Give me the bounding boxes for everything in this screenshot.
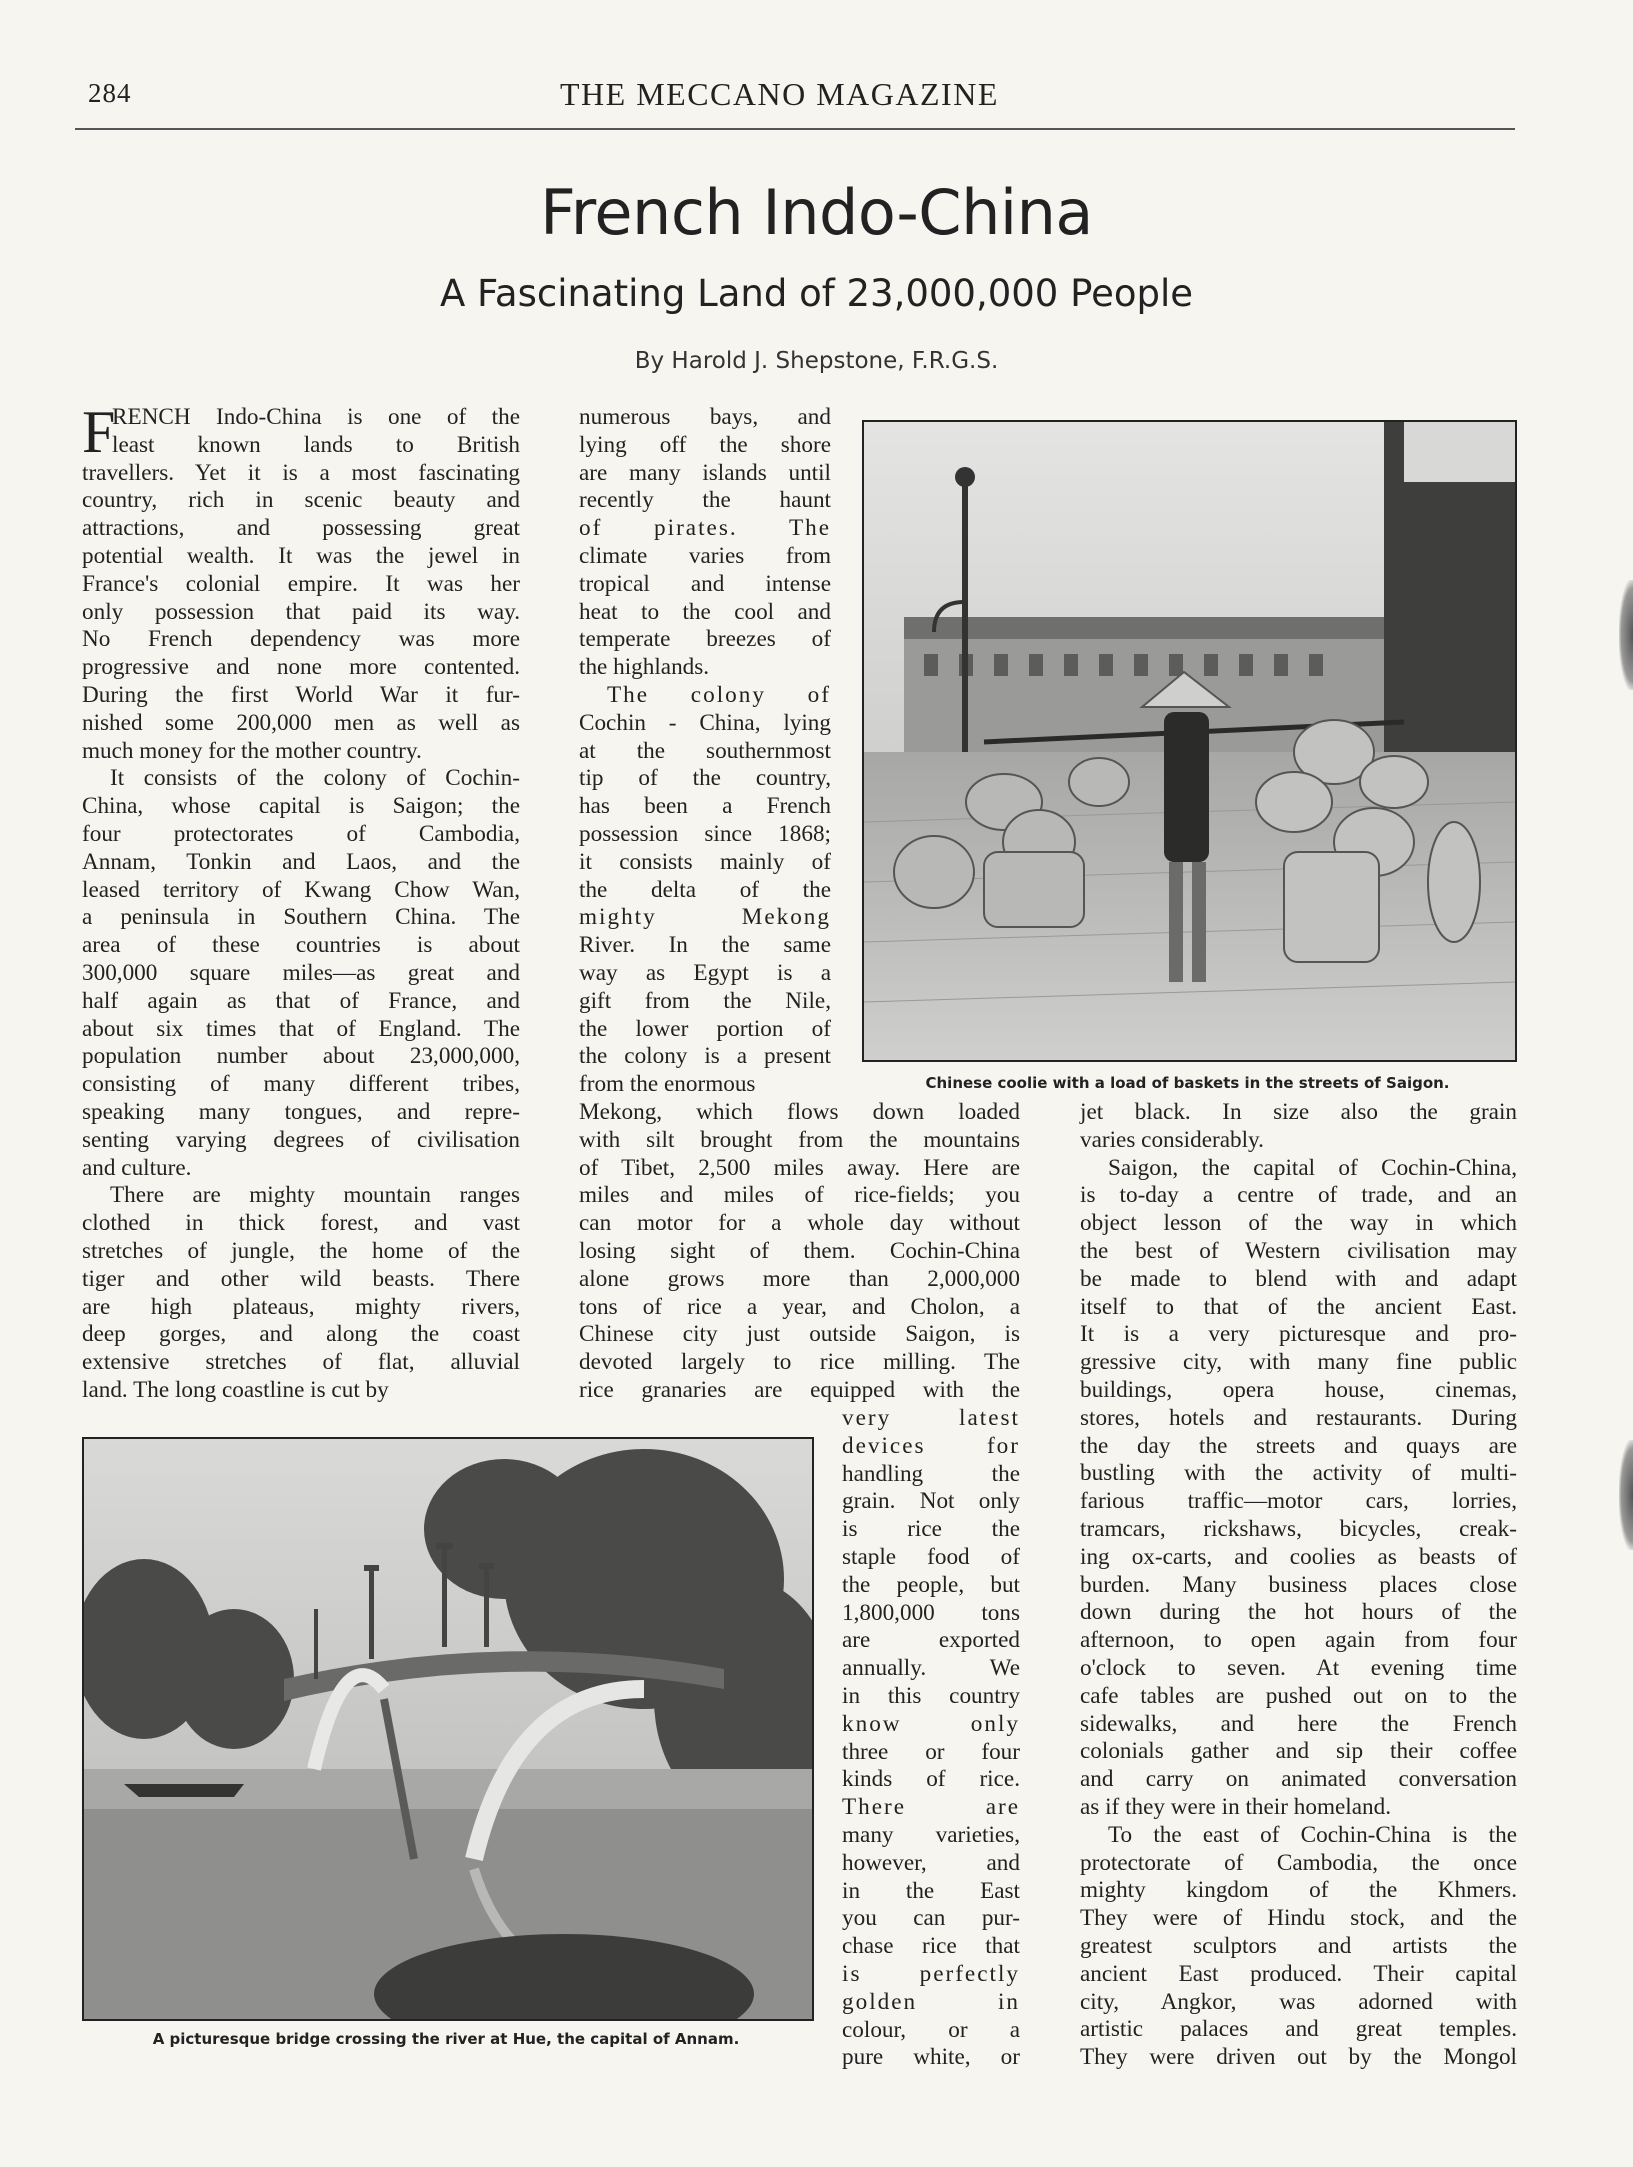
text-line: senting varying degrees of civilisation [82, 1126, 520, 1153]
text-line: mighty Mekong [579, 904, 831, 931]
text-line: tiger and other wild beasts. There [82, 1265, 520, 1292]
caption-photo-bridge: A picturesque bridge crossing the river at Hue, the capital of Annam. [152, 2030, 740, 2048]
text-line: nished some 200,000 men as well as [82, 709, 520, 736]
text-line: are many islands until [579, 459, 831, 486]
photo-coolie-with-baskets [862, 420, 1517, 1062]
text-line: possession since 1868; [579, 820, 831, 847]
text-line: alone grows more than 2,000,000 [579, 1265, 1020, 1292]
text-line: devoted largely to rice milling. The [579, 1349, 1020, 1376]
text-line: rice granaries are equipped with the [579, 1376, 1020, 1403]
text-line: They were driven out by the Mongol [1080, 2044, 1517, 2071]
text-line: you can pur- [842, 1905, 1020, 1932]
text-line: however, and [842, 1849, 1020, 1876]
text-line: only possession that paid its way. [82, 598, 520, 625]
binding-mark-top [1619, 580, 1633, 690]
binding-mark-bottom [1619, 1440, 1633, 1550]
text-line: River. In the same [579, 932, 831, 959]
text-line: 300,000 square miles—as great and [82, 959, 520, 986]
text-line: with silt brought from the mountains [579, 1126, 1020, 1153]
text-line: colour, or a [842, 2016, 1020, 2043]
text-line: afternoon, to open again from four [1080, 1627, 1517, 1654]
text-line: travellers. Yet it is a most fascinating [82, 459, 520, 486]
text-line: at the southernmost [579, 737, 831, 764]
text-line: clothed in thick forest, and vast [82, 1210, 520, 1237]
text-line: gift from the Nile, [579, 987, 831, 1014]
text-line: are exported [842, 1627, 1020, 1654]
text-line: temperate breezes of [579, 626, 831, 653]
text-line: grain. Not only [842, 1488, 1020, 1515]
text-line: recently the haunt [579, 487, 831, 514]
text-line: staple food of [842, 1543, 1020, 1570]
text-line: city, Angkor, was adorned with [1080, 1988, 1517, 2015]
text-line: the best of Western civilisation may [1080, 1237, 1517, 1264]
text-line: attractions, and possessing great [82, 515, 520, 542]
text-line: speaking many tongues, and repre- [82, 1098, 520, 1125]
text-line: country, rich in scenic beauty and [82, 487, 520, 514]
text-line: itself to that of the ancient East. [1080, 1293, 1517, 1320]
column-1 [82, 399, 520, 1405]
text-line: tip of the country, [579, 765, 831, 792]
text-line: progressive and none more contented. [82, 654, 520, 681]
article-subtitle: A Fascinating Land of 23,000,000 People [439, 272, 1194, 315]
text-line: It is a very picturesque and pro- [1080, 1321, 1517, 1348]
text-line: chase rice that [842, 1933, 1020, 1960]
text-line: as if they were in their homeland. [1080, 1793, 1391, 1820]
text-line: The colony of [607, 681, 831, 708]
column-3 [1080, 1099, 1517, 2072]
header-rule [75, 128, 1515, 130]
text-line: half again as that of France, and [82, 987, 520, 1014]
text-line: the highlands. [579, 654, 710, 681]
text-line: stores, hotels and restaurants. During [1080, 1404, 1517, 1431]
text-line: kinds of rice. [842, 1766, 1020, 1793]
text-line: of pirates. The [579, 515, 831, 542]
text-line: climate varies from [579, 542, 831, 569]
text-line: devices for [842, 1432, 1020, 1459]
article-title: French Indo-China [540, 176, 1093, 249]
text-line: ing ox-carts, and coolies as beasts of [1080, 1543, 1517, 1570]
text-line: jet black. In size also the grain [1080, 1099, 1517, 1125]
text-line: be made to blend with and adapt [1080, 1265, 1517, 1292]
text-line: the people, but [842, 1571, 1020, 1598]
text-line: protectorate of Cambodia, the once [1080, 1849, 1517, 1876]
text-line: has been a French [579, 793, 831, 820]
column-2-top [579, 404, 831, 1099]
text-line: the day the streets and quays are [1080, 1432, 1517, 1459]
text-line: tons of rice a year, and Cholon, a [579, 1293, 1020, 1320]
caption-photo-coolie: Chinese coolie with a load of baskets in the streets of Saigon. [925, 1074, 1450, 1092]
photo-bridge-at-hue [82, 1437, 814, 2021]
text-line: about six times that of England. The [82, 1015, 520, 1042]
text-line: lying off the shore [579, 431, 831, 458]
text-line: handling the [842, 1460, 1020, 1487]
text-line: a peninsula in Southern China. The [82, 904, 520, 931]
text-line: land. The long coastline is cut by [82, 1376, 389, 1403]
text-line: Mekong, which flows down loaded [579, 1099, 1020, 1125]
text-line: No French dependency was more [82, 626, 520, 653]
text-line: and culture. [82, 1154, 192, 1181]
text-line: from the enormous [579, 1071, 756, 1098]
text-line: sidewalks, and here the French [1080, 1710, 1517, 1737]
text-line: varies considerably. [1080, 1126, 1264, 1153]
text-line: burden. Many business places close [1080, 1571, 1517, 1598]
text-line: in this country [842, 1682, 1020, 1709]
text-line: buildings, opera house, cinemas, [1080, 1376, 1517, 1403]
text-line: tropical and intense [579, 570, 831, 597]
text-line: consisting of many different tribes, [82, 1071, 520, 1098]
text-line: the colony is a present [579, 1043, 831, 1070]
text-line: least known lands to British [112, 431, 520, 458]
text-line: deep gorges, and along the coast [82, 1321, 520, 1348]
text-line: cafe tables are pushed out on to the [1080, 1682, 1517, 1709]
text-line: ancient East produced. Their capital [1080, 1960, 1517, 1987]
text-line: is perfectly [842, 1960, 1020, 1987]
text-line: and carry on animated conversation [1080, 1766, 1517, 1793]
text-line: the lower portion of [579, 1015, 831, 1042]
text-line: it consists mainly of [579, 848, 831, 875]
text-line: During the first World War it fur- [82, 681, 520, 708]
text-line: area of these countries is about [82, 932, 520, 959]
text-line: Cochin - China, lying [579, 709, 831, 736]
text-line: can motor for a whole day without [579, 1210, 1020, 1237]
text-line: bustling with the activity of multi- [1080, 1460, 1517, 1487]
drop-cap: F [82, 399, 116, 465]
text-line: much money for the mother country. [82, 737, 422, 764]
text-line: many varieties, [842, 1821, 1020, 1848]
text-line: population number about 23,000,000, [82, 1043, 520, 1070]
text-line: To the east of Cochin-China is the [1108, 1821, 1517, 1848]
text-line: four protectorates of Cambodia, [82, 820, 520, 847]
text-line: golden in [842, 1988, 1020, 2015]
column-2-middle [579, 1099, 1020, 1405]
text-line: extensive stretches of flat, alluvial [82, 1349, 520, 1376]
column-2-narrow [842, 1405, 1020, 2072]
text-line: numerous bays, and [579, 404, 831, 430]
text-line: Saigon, the capital of Cochin-China, [1108, 1154, 1517, 1181]
text-line: Chinese city just outside Saigon, is [579, 1321, 1020, 1348]
text-line: colonials gather and sip their coffee [1080, 1738, 1517, 1765]
text-line: potential wealth. It was the jewel in [82, 542, 520, 569]
text-line: know only [842, 1710, 1020, 1737]
page-number: 284 [88, 78, 132, 108]
text-line: China, whose capital is Saigon; the [82, 793, 520, 820]
text-line: greatest sculptors and artists the [1080, 1932, 1517, 1959]
text-line: three or four [842, 1738, 1020, 1765]
text-line: mighty kingdom of the Khmers. [1080, 1877, 1517, 1904]
text-line: gressive city, with many fine public [1080, 1349, 1517, 1376]
text-line: o'clock to seven. At evening time [1080, 1654, 1517, 1681]
text-line: the delta of the [579, 876, 831, 903]
text-line: is to-day a centre of trade, and an [1080, 1182, 1517, 1209]
text-line: is rice the [842, 1516, 1020, 1543]
text-line: farious traffic—motor cars, lorries, [1080, 1488, 1517, 1515]
text-line: heat to the cool and [579, 598, 831, 625]
text-line: There are [842, 1794, 1020, 1821]
article-byline: By Harold J. Shepstone, F.R.G.S. [634, 348, 999, 374]
text-line: France's colonial empire. It was her [82, 570, 520, 597]
text-line: object lesson of the way in which [1080, 1210, 1517, 1237]
text-line: RENCH Indo-China is one of the [112, 404, 520, 430]
text-line: leased territory of Kwang Chow Wan, [82, 876, 520, 903]
text-line: losing sight of them. Cochin-China [579, 1237, 1020, 1264]
text-line: stretches of jungle, the home of the [82, 1237, 520, 1264]
text-line: They were of Hindu stock, and the [1080, 1905, 1517, 1932]
text-line: 1,800,000 tons [842, 1599, 1020, 1626]
running-head: THE MECCANO MAGAZINE [560, 76, 999, 112]
text-line: artistic palaces and great temples. [1080, 2016, 1517, 2043]
text-line: way as Egypt is a [579, 959, 831, 986]
text-line: in the East [842, 1877, 1020, 1904]
text-line: miles and miles of rice-fields; you [579, 1182, 1020, 1209]
text-line: tramcars, rickshaws, bicycles, creak- [1080, 1515, 1517, 1542]
text-line: of Tibet, 2,500 miles away. Here are [579, 1154, 1020, 1181]
text-line: down during the hot hours of the [1080, 1599, 1517, 1626]
text-line: Annam, Tonkin and Laos, and the [82, 848, 520, 875]
text-line: are high plateaus, mighty rivers, [82, 1293, 520, 1320]
text-line: There are mighty mountain ranges [110, 1182, 520, 1209]
text-line: It consists of the colony of Cochin- [110, 765, 520, 792]
text-line: annually. We [842, 1655, 1020, 1682]
text-line: very latest [842, 1405, 1020, 1431]
text-line: pure white, or [842, 2044, 1020, 2071]
